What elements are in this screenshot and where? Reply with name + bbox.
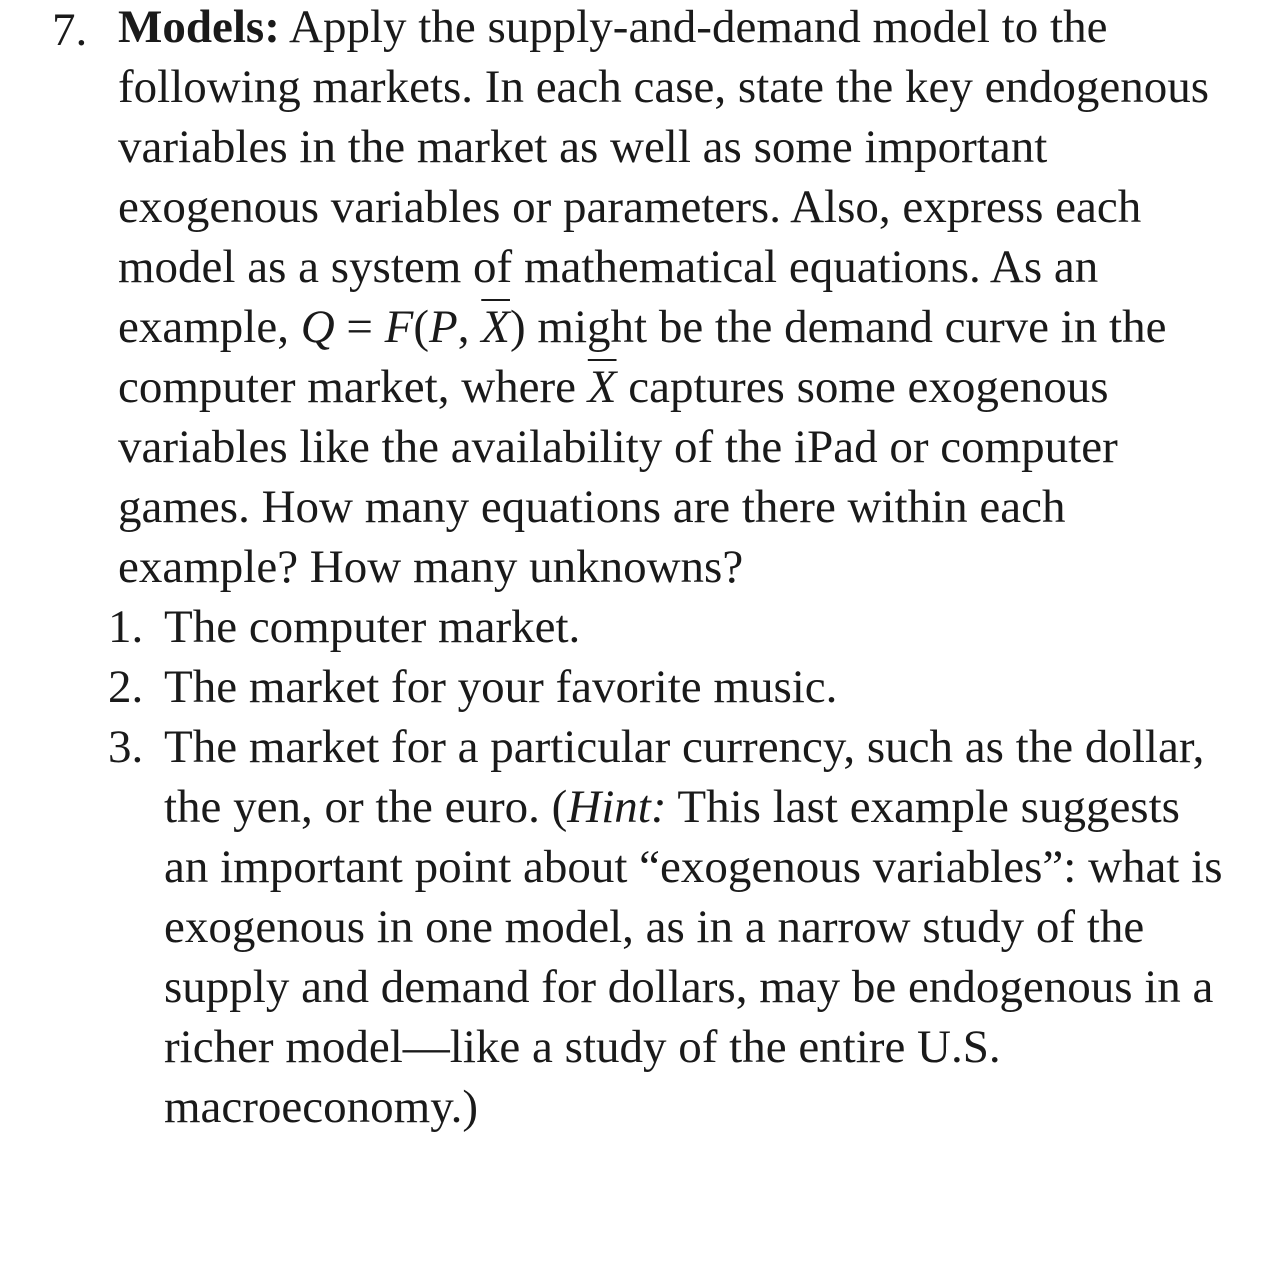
problem-number: 7. — [52, 4, 88, 56]
subpart-text: The computer market. — [164, 601, 581, 653]
statement-text-1: Apply the supply-and-demand model to the following markets. In each case, state the key endogenous variables in the market as well as some important exogenous variables or parameters. Also, express each model as a system of mathematical equations. As an example, — [118, 1, 1210, 353]
eq-comma: , — [457, 301, 482, 353]
subpart-2 — [108, 657, 1228, 717]
eq-equals: = — [334, 301, 385, 353]
subpart-text: The market for your favorite music. — [164, 661, 838, 713]
statement-text-2: might be the demand curve in the computer market, where — [118, 301, 1167, 413]
subpart-3 — [108, 717, 1228, 1137]
problem-lead-label: Models: — [118, 1, 280, 53]
eq-arg-xbar: $\overline{X}$ — [481, 301, 510, 353]
subpart-number: 2. — [108, 661, 144, 713]
eq-lhs: Q — [300, 301, 335, 353]
subpart-text-after-hint: This last example suggests an important point about “exogenous variables”: what is exogenous in one model, as in a narrow study of the supply and demand for dollars, may be endogenous in a richer model—like a study of the entire U.S. macroeconomy.) — [164, 781, 1223, 1133]
problem-body — [108, 0, 1228, 1137]
eq-open-paren: ( — [413, 301, 430, 353]
eq-close-paren: ) — [509, 301, 526, 353]
statement-text-3: captures some exogenous variables like the availability of the iPad or computer games. How many equations are there within each example? How many unknowns? — [118, 361, 1118, 593]
hint-label: Hint: — [567, 781, 667, 833]
subpart-number: 3. — [108, 721, 144, 773]
eq-arg-p: P — [429, 301, 458, 353]
subpart-text-before-hint: The market for a particular currency, such as the dollar, the yen, or the euro. ( — [164, 721, 1205, 833]
xbar-symbol: $\overline{X}$ — [587, 361, 617, 413]
demand-equation — [301, 301, 526, 353]
subpart-1 — [108, 597, 1228, 657]
eq-func: F — [384, 301, 414, 353]
subpart-number: 1. — [108, 601, 144, 653]
problem-statement — [118, 0, 1228, 597]
subpart-list — [108, 597, 1228, 1137]
